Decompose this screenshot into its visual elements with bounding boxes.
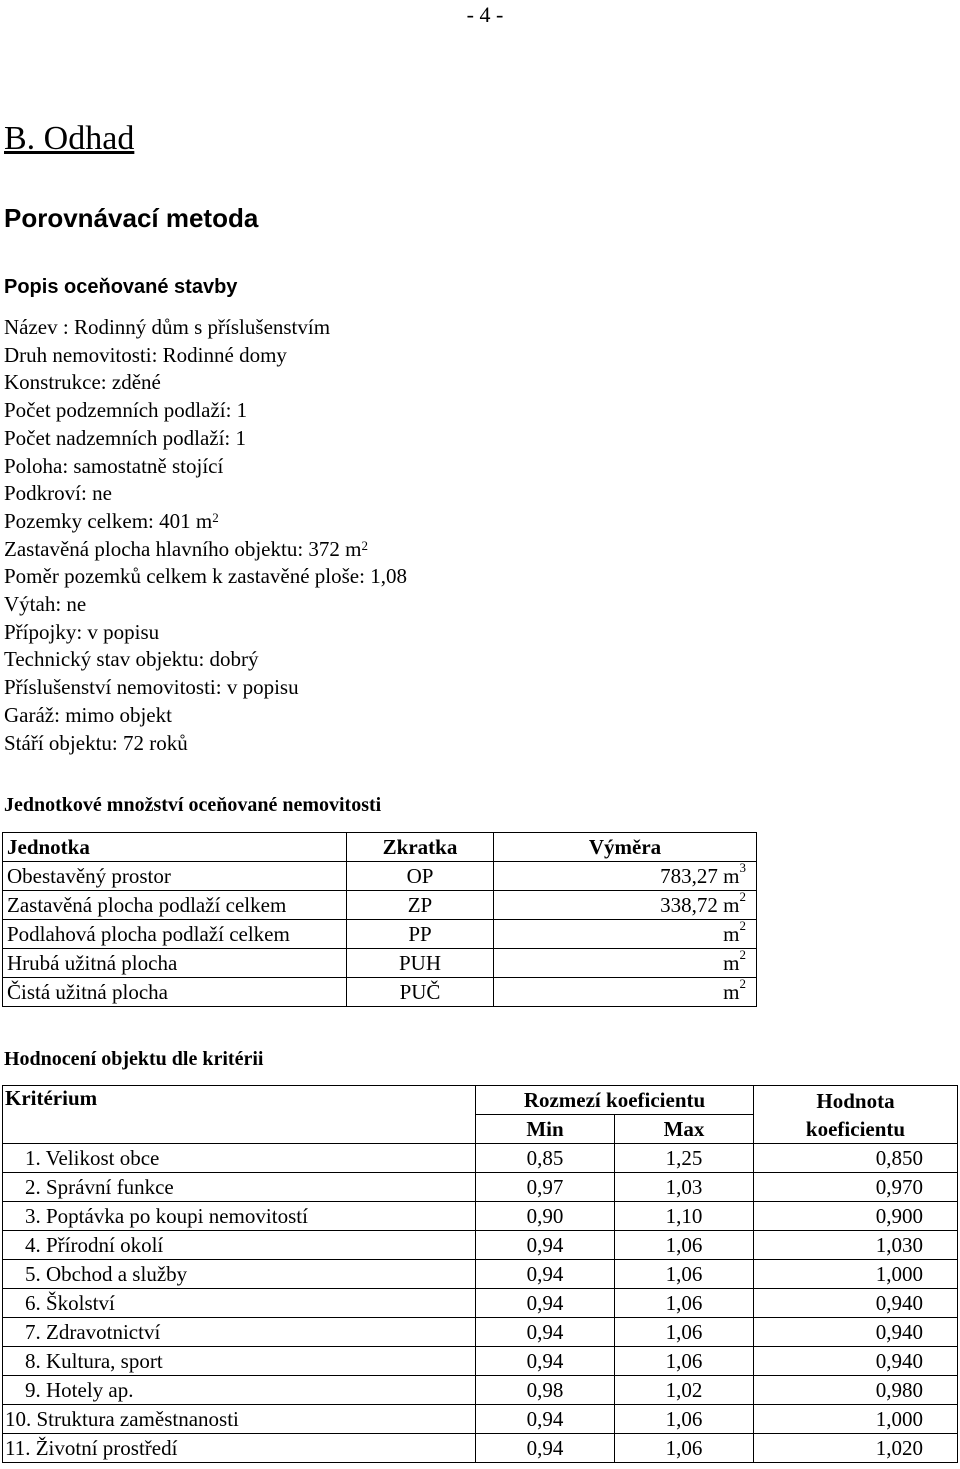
page-number: - 4 - xyxy=(466,2,504,27)
table-row xyxy=(3,1231,958,1260)
unit-name: Hrubá užitná plocha xyxy=(3,949,347,978)
criterion-min: 0,94 xyxy=(476,1405,615,1434)
description-heading: Popis oceňované stavby xyxy=(4,276,238,298)
criterion-max: 1,10 xyxy=(615,1202,754,1231)
column-header: Rozmezí koeficientu xyxy=(476,1086,754,1115)
criterion-value: 0,940 xyxy=(754,1318,958,1347)
table-row xyxy=(3,920,757,949)
unit-abbr: OP xyxy=(347,862,494,891)
criterion-max: 1,03 xyxy=(615,1173,754,1202)
criterion-max: 1,06 xyxy=(615,1405,754,1434)
table-row xyxy=(3,1376,958,1405)
column-header: Zkratka xyxy=(347,833,494,862)
description-line: Pozemky celkem: 401 $m^2$ xyxy=(4,508,219,533)
table-row xyxy=(3,1144,958,1173)
column-header: Min xyxy=(476,1115,615,1144)
table-row xyxy=(3,949,757,978)
table-row xyxy=(3,1260,958,1289)
criterion-max: 1,25 xyxy=(615,1144,754,1173)
criterion-min: 0,94 xyxy=(476,1318,615,1347)
unit-name: Podlahová plocha podlaží celkem xyxy=(3,920,347,949)
description-line: Počet podzemních podlaží: 1 xyxy=(4,398,248,423)
criterion-name: 5. Obchod a služby xyxy=(3,1260,476,1289)
criterion-min: 0,97 xyxy=(476,1173,615,1202)
table-row xyxy=(3,1434,958,1463)
criterion-value: 0,940 xyxy=(754,1347,958,1376)
column-header: Kritérium xyxy=(3,1086,476,1144)
criterion-min: 0,94 xyxy=(476,1289,615,1318)
description-line: Výtah: ne xyxy=(4,592,87,617)
description-line: Konstrukce: zděné xyxy=(4,370,161,395)
description-line: Název : Rodinný dům s příslušenstvím xyxy=(4,315,331,339)
description-line: Druh nemovitosti: Rodinné domy xyxy=(4,342,287,367)
unit-name: Zastavěná plocha podlaží celkem xyxy=(3,891,347,920)
criterion-value: 0,900 xyxy=(754,1202,958,1231)
unit-name: Obestavěný prostor xyxy=(3,862,347,891)
unit-value: $m^2$ xyxy=(494,920,757,949)
criterion-max: 1,06 xyxy=(615,1289,754,1318)
criterion-name: 9. Hotely ap. xyxy=(3,1376,476,1405)
criterion-name: 11. Životní prostředí xyxy=(3,1434,476,1463)
column-header: Hodnota koeficientu xyxy=(754,1086,958,1144)
criterion-value: 1,000 xyxy=(754,1260,958,1289)
description-list xyxy=(4,314,407,757)
description-line: Technický stav objektu: dobrý xyxy=(4,647,259,672)
table-row xyxy=(3,862,757,891)
unit-value: 783,27 $m^3$ xyxy=(494,862,757,891)
criterion-max: 1,06 xyxy=(615,1434,754,1463)
description-line: Zastavěná plocha hlavního objektu: 372 $m^2$ xyxy=(4,536,368,561)
column-header: Jednotka xyxy=(3,833,347,862)
criterion-value: 0,970 xyxy=(754,1173,958,1202)
table-row xyxy=(3,1202,958,1231)
criterion-max: 1,06 xyxy=(615,1347,754,1376)
table-row xyxy=(3,1347,958,1376)
criterion-value: 1,030 xyxy=(754,1231,958,1260)
section-title: B. Odhad xyxy=(4,120,135,157)
criterion-name: 7. Zdravotnictví xyxy=(3,1318,476,1347)
criterion-max: 1,06 xyxy=(615,1231,754,1260)
criterion-min: 0,90 xyxy=(476,1202,615,1231)
criterion-name: 3. Poptávka po koupi nemovitostí xyxy=(3,1202,476,1231)
table-row xyxy=(3,978,757,1007)
units-heading: Jednotkové množství oceňované nemovitosti xyxy=(4,794,382,816)
table-row xyxy=(3,891,757,920)
description-line: Příslušenství nemovitosti: v popisu xyxy=(4,675,299,700)
criterion-max: 1,02 xyxy=(615,1376,754,1405)
description-line: Počet nadzemních podlaží: 1 xyxy=(4,425,247,450)
criterion-name: 1. Velikost obce xyxy=(3,1144,476,1173)
unit-abbr: PUČ xyxy=(347,978,494,1007)
criterion-max: 1,06 xyxy=(615,1260,754,1289)
table-header-row xyxy=(3,833,757,862)
criterion-name: 8. Kultura, sport xyxy=(3,1347,476,1376)
criterion-name: 4. Přírodní okolí xyxy=(3,1231,476,1260)
criterion-name: 10. Struktura zaměstnanosti xyxy=(3,1405,476,1434)
table-row xyxy=(3,1289,958,1318)
description-line: Přípojky: v popisu xyxy=(4,619,160,644)
method-title: Porovnávací metoda xyxy=(4,203,259,233)
criterion-min: 0,94 xyxy=(476,1347,615,1376)
criterion-value: 1,020 xyxy=(754,1434,958,1463)
description-line: Garáž: mimo objekt xyxy=(4,702,172,727)
criterion-name: 6. Školství xyxy=(3,1289,476,1318)
unit-name: Čistá užitná plocha xyxy=(3,978,347,1007)
description-line: Podkroví: ne xyxy=(4,481,112,506)
unit-value: 338,72 $m^2$ xyxy=(494,891,757,920)
table-row xyxy=(3,1405,958,1434)
unit-abbr: PP xyxy=(347,920,494,949)
table-row xyxy=(3,1318,958,1347)
table-row xyxy=(3,1173,958,1202)
unit-value: $m^2$ xyxy=(494,949,757,978)
column-header: Výměra xyxy=(494,833,757,862)
criterion-value: 0,940 xyxy=(754,1289,958,1318)
description-line: Stáří objektu: 72 roků xyxy=(4,730,188,755)
criterion-value: 0,980 xyxy=(754,1376,958,1405)
criterion-value: 0,850 xyxy=(754,1144,958,1173)
unit-value: $m^2$ xyxy=(494,978,757,1007)
column-header: Max xyxy=(615,1115,754,1144)
description-line: Poloha: samostatně stojící xyxy=(4,453,224,478)
criterion-min: 0,94 xyxy=(476,1434,615,1463)
criterion-name: 2. Správní funkce xyxy=(3,1173,476,1202)
criterion-max: 1,06 xyxy=(615,1318,754,1347)
criteria-table xyxy=(2,1085,958,1463)
criterion-min: 0,94 xyxy=(476,1231,615,1260)
criterion-value: 1,000 xyxy=(754,1405,958,1434)
criterion-min: 0,94 xyxy=(476,1260,615,1289)
criterion-min: 0,98 xyxy=(476,1376,615,1405)
units-table xyxy=(2,832,757,1007)
criteria-heading: Hodnocení objektu dle kritérii xyxy=(4,1048,264,1070)
unit-abbr: PUH xyxy=(347,949,494,978)
unit-abbr: ZP xyxy=(347,891,494,920)
description-line: Poměr pozemků celkem k zastavěné ploše: 1,08 xyxy=(4,564,407,589)
table-header-row xyxy=(3,1086,958,1115)
criterion-min: 0,85 xyxy=(476,1144,615,1173)
